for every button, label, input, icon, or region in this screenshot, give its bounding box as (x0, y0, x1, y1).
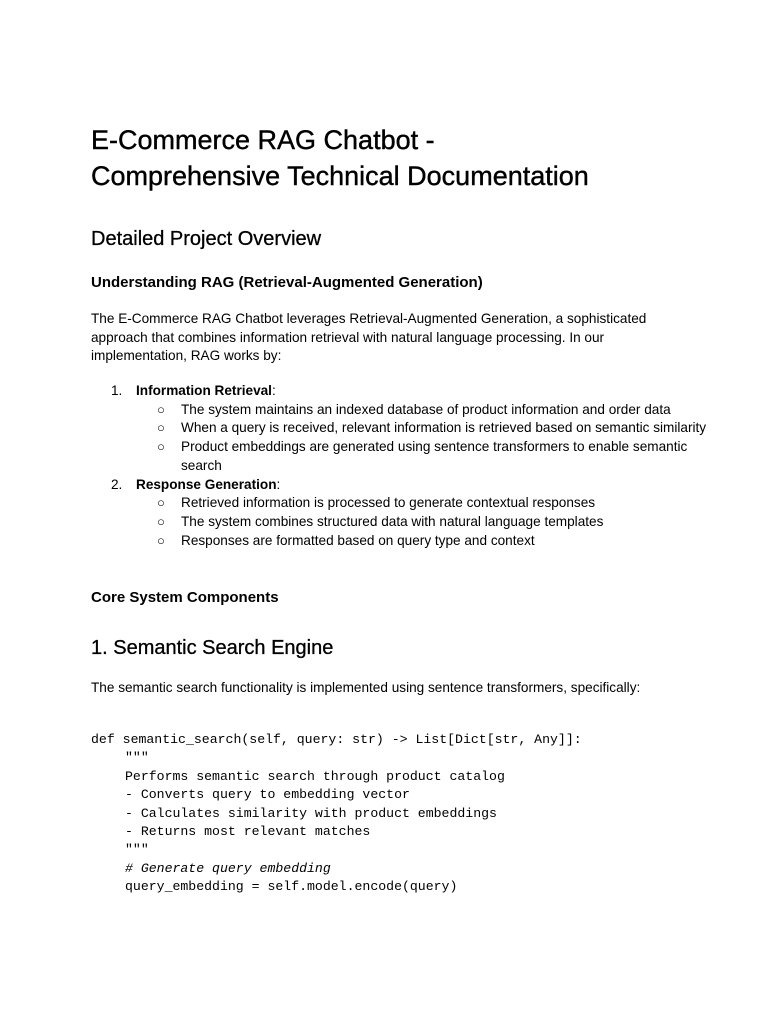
document-title (91, 122, 711, 194)
list-item-information-retrieval (91, 382, 711, 476)
code-line: """ (125, 842, 149, 858)
list-item-number: 2. (111, 476, 123, 492)
subsection-heading-components: Core System Components (91, 589, 279, 606)
code-block (91, 731, 711, 897)
sub-bullet-item: ○ The system combines structured data with natural language templates (91, 513, 711, 532)
circle-bullet-icon: ○ (157, 439, 165, 455)
circle-bullet-icon: ○ (157, 401, 165, 417)
document-title-line-1: E-Commerce RAG Chatbot - (91, 125, 435, 155)
code-line: query_embedding = self.model.encode(query) (125, 879, 458, 895)
sub-bullet-item: ○ When a query is received, relevant information is retrieved based on semantic similarity (91, 419, 711, 438)
circle-bullet-icon: ○ (157, 495, 165, 511)
code-line: - Calculates similarity with product embeddings (125, 805, 497, 821)
list-item-title: Response Generation (136, 476, 277, 492)
document-title-line-2: Comprehensive Technical Documentation (91, 161, 589, 191)
code-comment: # Generate query embedding (125, 860, 331, 876)
code-line: Performs semantic search through product catalog (125, 768, 505, 784)
list-item-number: 1. (111, 383, 123, 398)
list-item-suffix: : (271, 383, 276, 398)
sub-bullet-item: ○ Responses are formatted based on query type and context (91, 532, 711, 551)
sub-bullet-item: ○ The system maintains an indexed database of product information and order data (91, 401, 711, 420)
list-item-response-generation (91, 476, 711, 551)
sub-bullet-item: ○ Product embeddings are generated using sentence transformers to enable semantic search (157, 439, 688, 473)
circle-bullet-icon: ○ (157, 513, 165, 529)
list-item-suffix: : (276, 476, 281, 492)
search-paragraph: The semantic search functionality is implemented using sentence transformers, specifically: (91, 680, 641, 695)
subsection-heading-rag: Understanding RAG (Retrieval-Augmented Generation) (91, 274, 483, 291)
circle-bullet-icon: ○ (157, 532, 165, 548)
code-line: def semantic_search(self, query: str) -> List[Dict[str, Any]]: (91, 732, 582, 747)
section-heading-overview: Detailed Project Overview (91, 228, 322, 250)
rag-steps-list (91, 382, 711, 550)
circle-bullet-icon: ○ (157, 420, 165, 436)
code-line: - Returns most relevant matches (125, 823, 371, 839)
section-heading-semantic-search: 1. Semantic Search Engine (91, 637, 334, 659)
list-item-title: Information Retrieval (136, 383, 272, 398)
sub-bullet-item: ○ Retrieved information is processed to generate contextual responses (91, 494, 711, 513)
intro-paragraph: The E-Commerce RAG Chatbot leverages Retrieval-Augmented Generation, a sophisticated approach that combines information retrieval with natural language processing. In our implementation, RAG works by: (91, 311, 647, 364)
code-line: - Converts query to embedding vector (125, 787, 410, 803)
code-line: """ (125, 750, 149, 766)
